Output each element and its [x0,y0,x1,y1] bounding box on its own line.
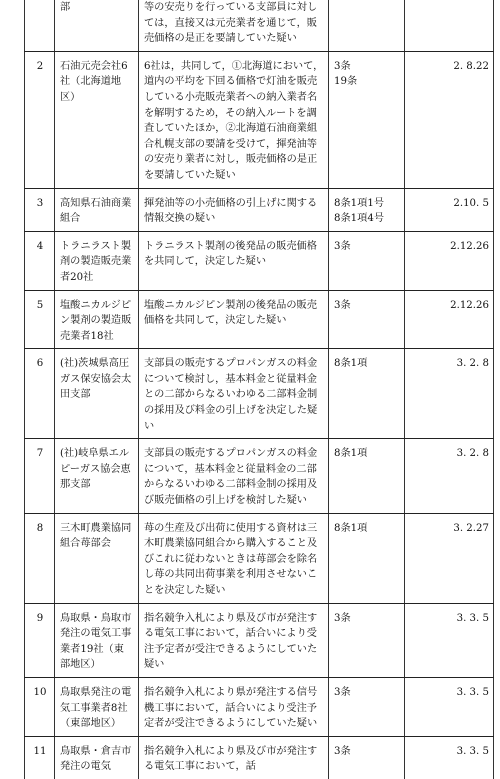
decision-date [405,0,494,51]
law-article: 3条 [334,612,351,624]
row-number: 4 [25,231,55,290]
row-number: 7 [25,439,55,513]
case-description: 指名競争入札により県が発注する信号機工事において，話合いにより受注予定者が受注できるようにしていた疑い [139,677,329,736]
case-table-body [25,0,494,779]
case-description: トラニラスト製剤の後発品の販売価格を共同して，決定した疑い [139,231,329,290]
case-table [24,0,494,779]
table-row [25,188,494,231]
decision-date: 3. 2. 8 [405,349,494,439]
party-name: 三木町農業協同組合苺部会 [55,513,139,603]
applicable-law [329,188,405,231]
law-article: 8条1項 [334,522,368,534]
row-number [25,0,55,51]
applicable-law [329,513,405,603]
decision-date: 3. 3. 5 [405,736,494,779]
row-number: 6 [25,349,55,439]
decision-date: 3. 3. 5 [405,603,494,677]
case-description: 支部員の販売するプロパンガスの料金について，基本料金と従量料金の二部からなるいわゆる二部料金制の採用及び販売価格の引上げを検討した疑い [139,439,329,513]
table-row [25,51,494,188]
table-row [25,677,494,736]
applicable-law [329,677,405,736]
row-number: 3 [25,188,55,231]
case-description: 支部員の販売するプロパンガスの料金について検討し，基本料金と従量料金との二部からなるいわゆる二部料金制の採用及び料金の引上げを決定した疑い [139,349,329,439]
table-row [25,290,494,349]
row-number: 11 [25,736,55,779]
case-description: 6社は，共同して，①北海道において，道内の平均を下回る価格で灯油を販売している小売販売業者への納入業者名を解明するため，その納入ルートを調査していたほか，②北海道石油商業組合札幌支部の要請を受けて，揮発油等の安売り業者に対し，販売価格の是正を要請していた疑い [139,51,329,188]
applicable-law [329,439,405,513]
applicable-law [329,603,405,677]
law-article: 8条1項 [334,358,368,370]
law-article: 3条 [334,686,351,698]
table-row [25,513,494,603]
table-row [25,231,494,290]
applicable-law [329,0,405,51]
decision-date: 2.10. 5 [405,188,494,231]
law-article: 8条1項1号 [334,197,385,209]
decision-date: 2.12.26 [405,290,494,349]
decision-date: 2. 8.22 [405,51,494,188]
law-article: 3条 [334,60,351,72]
case-description: 指名競争入札により県及び市が発注する電気工事において，話合いにより受注予定者が受注できるようにしていた疑い [139,603,329,677]
party-name: 鳥取県・倉吉市発注の電気 [55,736,139,779]
table-row [25,0,494,51]
party-name: 塩酸ニカルジピン製剤の製造販売業者18社 [55,290,139,349]
applicable-law [329,231,405,290]
case-description: 揮発油等の小売価格の引上げに関する情報交換の疑い [139,188,329,231]
row-number: 9 [25,603,55,677]
law-article: 3条 [334,745,351,757]
case-description: 塩酸ニカルジピン製剤の後発品の販売価格を共同して，決定した疑い [139,290,329,349]
applicable-law [329,51,405,188]
decision-date: 2.12.26 [405,231,494,290]
law-article: 3条 [334,240,351,252]
case-description: 指名競争入札により県及び市が発注する電気工事において，話 [139,736,329,779]
row-number: 2 [25,51,55,188]
party-name: (社)岐阜県エルピーガス協会恵那支部 [55,439,139,513]
party-name: 鳥取県・鳥取市発注の電気工事業者19社（東部地区） [55,603,139,677]
party-name: 石油元売会社6社（北海道地区） [55,51,139,188]
party-name: 鳥取県発注の電気工事業者8社（東部地区） [55,677,139,736]
row-number: 8 [25,513,55,603]
law-article: 19条 [334,76,358,88]
law-article: 3条 [334,299,351,311]
law-article: 8条1項4号 [334,213,385,225]
table-row [25,349,494,439]
party-name: (社)茨城県高圧ガス保安協会太田支部 [55,349,139,439]
decision-date: 3. 3. 5 [405,677,494,736]
case-description: 苺の生産及び出荷に使用する資材は三木町農業協同組合から購入すること及びこれに従わないときは苺部会を除名し苺の共同出荷事業を利用させないことを決定した疑い [139,513,329,603]
law-article: 8条1項 [334,448,368,460]
party-name: 部 [55,0,139,51]
party-name: トラニラスト製剤の製造販売業者20社 [55,231,139,290]
table-row [25,603,494,677]
table-row [25,736,494,779]
decision-date: 3. 2. 8 [405,439,494,513]
decision-date: 3. 2.27 [405,513,494,603]
table-row [25,439,494,513]
row-number: 10 [25,677,55,736]
applicable-law [329,349,405,439]
case-description: 等の安売りを行っている支部員に対しては，直接又は元売業者を通じて，販売価格の是正を要請していた疑い [139,0,329,51]
row-number: 5 [25,290,55,349]
applicable-law [329,736,405,779]
applicable-law [329,290,405,349]
party-name: 高知県石油商業組合 [55,188,139,231]
